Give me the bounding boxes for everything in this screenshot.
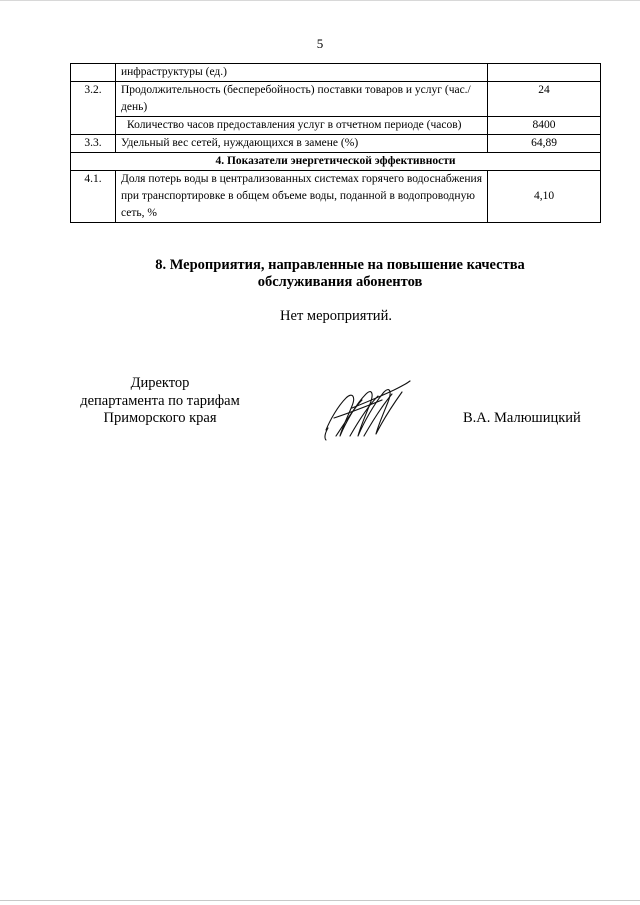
row-text: Удельный вес сетей, нуждающихся в замене (%) xyxy=(116,135,488,153)
row-number: 4.1. xyxy=(71,171,116,223)
handwritten-signature xyxy=(322,378,412,443)
page-number: 5 xyxy=(316,36,324,51)
table-row xyxy=(71,82,601,117)
row-number xyxy=(71,64,116,82)
section-8-heading-line1: 8. Мероприятия, направленные на повышение качества xyxy=(155,257,525,273)
signatory-position xyxy=(60,375,260,428)
table-row xyxy=(71,171,601,223)
row-text: инфраструктуры (ед.) xyxy=(116,64,488,82)
section-heading: 4. Показатели энергетической эффективности xyxy=(71,153,601,171)
metrics-table xyxy=(70,63,601,223)
section-8-heading-line2: обслуживания абонентов xyxy=(257,274,423,290)
table-row xyxy=(71,64,601,82)
row-number: 3.3. xyxy=(71,135,116,153)
section-8-heading xyxy=(60,257,620,291)
table-row xyxy=(71,135,601,153)
position-line: департамента по тарифам xyxy=(80,392,240,409)
row-value xyxy=(488,64,601,82)
row-text: Доля потерь воды в централизованных системах горячего водоснабжения при транспортировке в общем объеме воды, поданной в водопроводную сеть, % xyxy=(116,171,488,223)
row-value: 4,10 xyxy=(488,171,601,223)
page-top-edge xyxy=(0,0,640,1)
table-row xyxy=(71,117,601,135)
page-bottom-edge xyxy=(0,900,640,901)
no-measures-text: Нет мероприятий. xyxy=(280,308,392,324)
table-section-row xyxy=(71,153,601,171)
row-value: 24 xyxy=(488,82,601,117)
row-text: Продолжительность (бесперебойность) поставки товаров и услуг (час./день) xyxy=(116,82,488,117)
position-line: Приморского края xyxy=(103,410,217,426)
signatory-name: В.А. Малюшицкий xyxy=(463,410,581,426)
row-value: 8400 xyxy=(488,117,601,135)
row-value: 64,89 xyxy=(488,135,601,153)
row-number: 3.2. xyxy=(71,82,116,135)
position-line: Директор xyxy=(130,375,190,391)
row-text: Количество часов предоставления услуг в отчетном периоде (часов) xyxy=(116,117,488,135)
